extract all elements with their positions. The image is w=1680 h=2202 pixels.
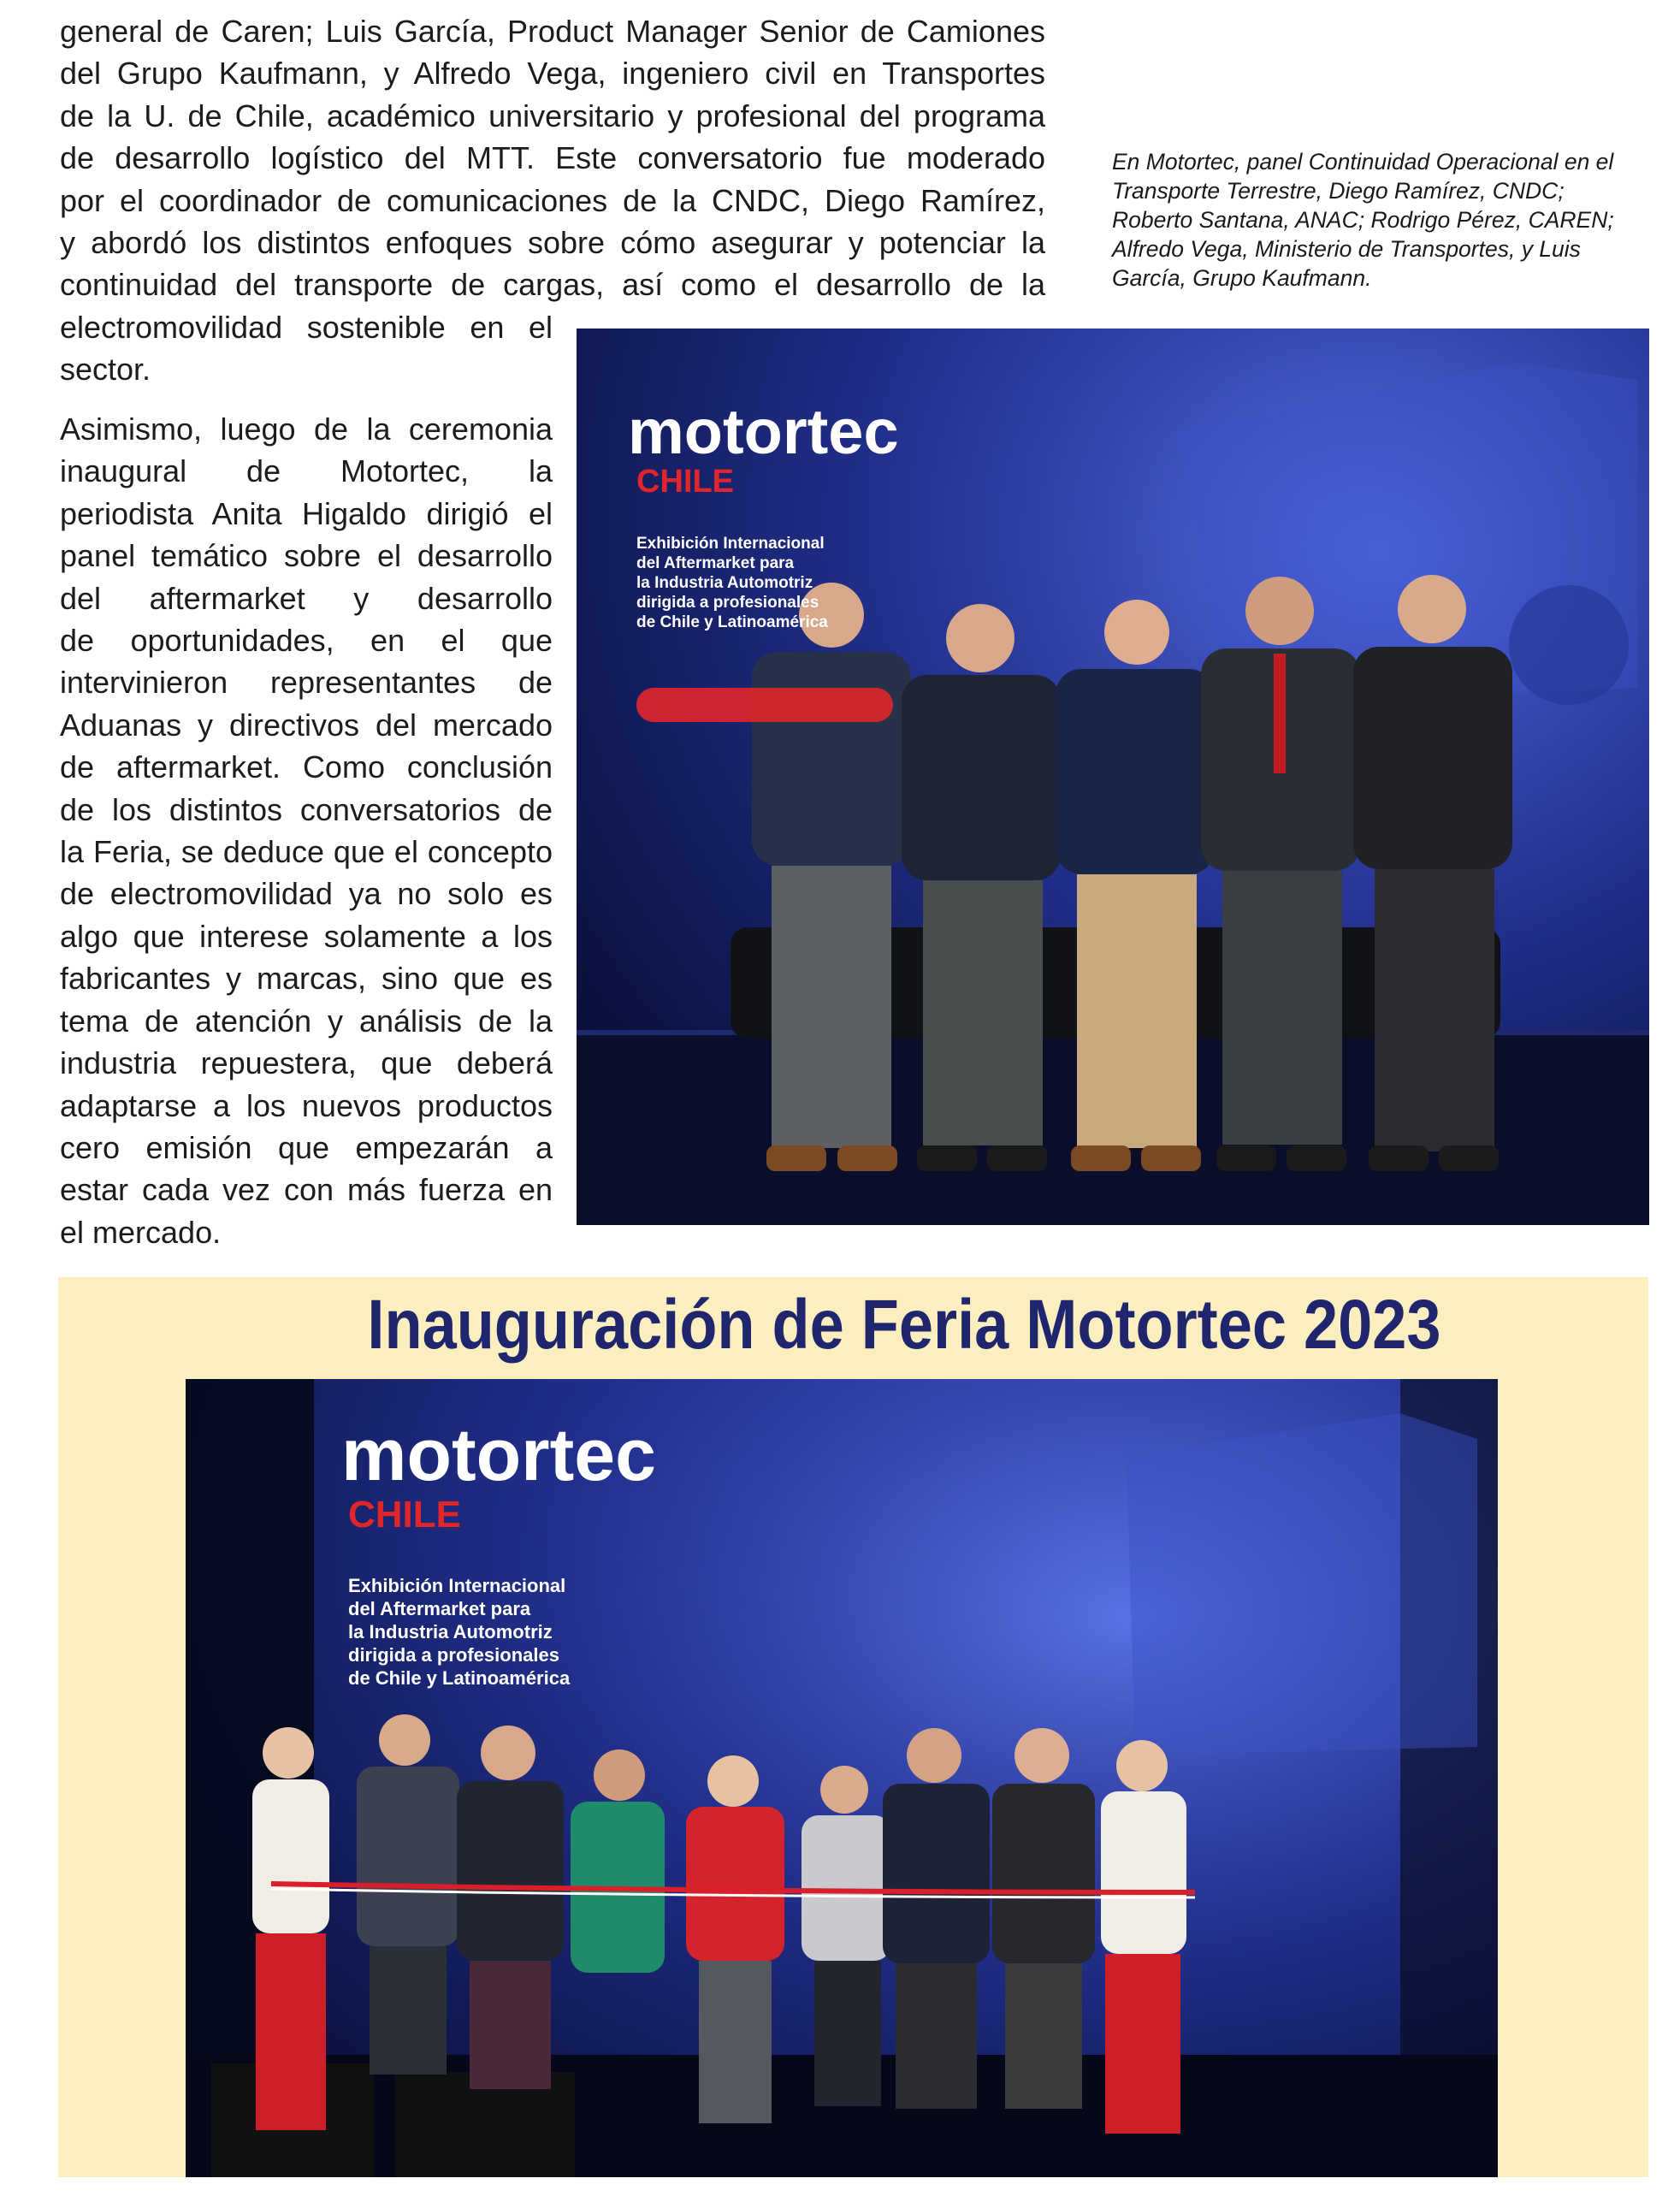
expo-subtitle: Exhibición Internacional del Aftermarket para la Industria Automotriz dirigida a profesionales de Chile y Latinoamérica	[636, 535, 828, 631]
motortec-logo-country: CHILE	[636, 464, 734, 500]
photo-caption: En Motortec, panel Continuidad Operacional en el Transporte Terrestre, Diego Ramírez, CNDC; Roberto Santana, ANAC; Rodrigo Pérez, CAREN; Alfredo Vega, Ministerio de Transportes, y Luis García, Grupo Kaufmann.	[1112, 149, 1614, 291]
text-line: de desarrollo logístico del MTT. Este conversatorio fue moderado	[60, 140, 1045, 176]
text-line: del Grupo Kaufmann, y Alfredo Vega, ingeniero civil en Transportes	[60, 56, 1045, 92]
text-line: y abordó los distintos enfoques sobre cómo asegurar y potenciar la	[60, 225, 1045, 261]
text-line: adaptarse a los nuevos productos	[60, 1087, 553, 1123]
text-line: fabricantes y marcas, sino que es	[60, 961, 553, 997]
text-line: periodista Anita Higaldo dirigió el	[60, 495, 553, 531]
panel-photo	[577, 329, 1649, 1225]
motortec-logo: motortec	[341, 1414, 656, 1496]
truck-silhouette	[1127, 1413, 1477, 1755]
text-line: general de Caren; Luis García, Product Manager Senior de Camiones	[60, 14, 1045, 49]
text-line: tema de atención y análisis de la	[60, 1003, 553, 1039]
text-line: electromovilidad sostenible en el	[60, 309, 553, 345]
text-line: sector.	[60, 352, 151, 388]
banner-title: Inauguración de Feria Motortec 2023	[367, 1286, 1441, 1364]
ribbon-cutting-photo	[186, 1379, 1498, 2177]
text-line: cero emisión que empezarán a	[60, 1129, 553, 1165]
text-line: continuidad del transporte de cargas, así como el desarrollo de la	[60, 267, 1045, 303]
panelist-4	[1201, 577, 1360, 1171]
text-line: la Feria, se deduce que el concepto	[60, 834, 553, 870]
text-line: por el coordinador de comunicaciones de la CNDC, Diego Ramírez,	[60, 182, 1045, 218]
text-line: Aduanas y directivos del mercado	[60, 707, 553, 743]
text-line: de oportunidades, en el que	[60, 623, 553, 659]
text-line: panel temático sobre el desarrollo	[60, 538, 553, 574]
text-line: de los distintos conversatorios de	[60, 791, 553, 827]
text-line: de la U. de Chile, académico universitario y profesional del programa	[60, 98, 1045, 133]
text-line: del aftermarket y desarrollo	[60, 580, 553, 616]
motortec-logo: motortec	[628, 396, 899, 467]
text-line: de electromovilidad ya no solo es	[60, 876, 553, 912]
panelist-2	[902, 604, 1061, 1171]
article-paragraph-2	[60, 408, 553, 1253]
text-line: Asimismo, luego de la ceremonia	[60, 411, 553, 447]
text-line: intervinieron representantes de	[60, 665, 553, 701]
motortec-logo-country: CHILE	[348, 1494, 461, 1536]
text-line: inaugural de Motortec, la	[60, 453, 553, 489]
panelist-1	[752, 583, 911, 1171]
text-line: industria repuestera, que deberá	[60, 1045, 553, 1081]
panelist-3	[1056, 600, 1215, 1171]
text-line: estar cada vez con más fuerza en	[60, 1172, 553, 1208]
text-line: el mercado.	[60, 1214, 222, 1250]
expo-subtitle: Exhibición Internacional del Aftermarket para la Industria Automotriz dirigida a profesionales de Chile y Latinoamérica	[348, 1575, 571, 1689]
text-line: algo que interese solamente a los	[60, 918, 553, 954]
panelist-5	[1353, 575, 1512, 1171]
text-line: de aftermarket. Como conclusión	[60, 749, 553, 785]
